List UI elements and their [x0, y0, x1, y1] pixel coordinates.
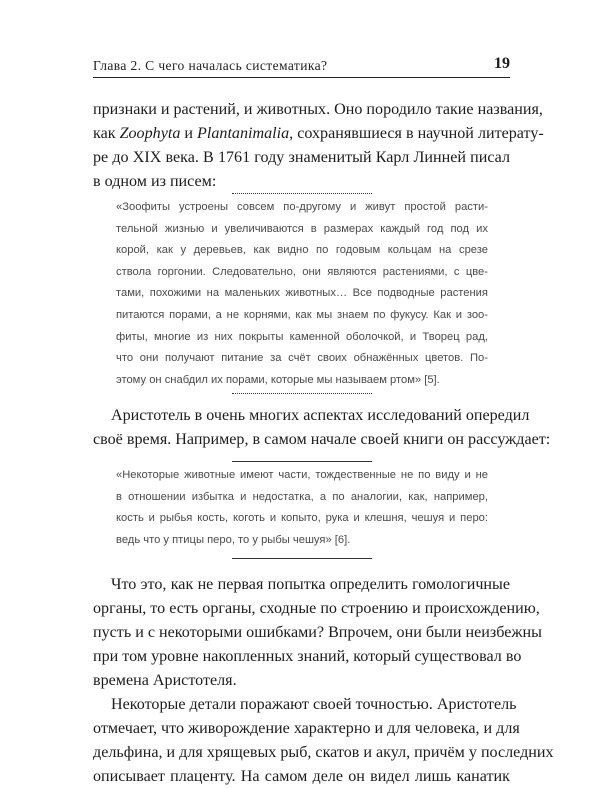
text-line: как Zoophyta и Plantanimalia, сохранявшиеся в научной литерату- — [93, 125, 544, 142]
quote-divider-top — [232, 193, 372, 194]
quote-line: ведь что у птицы перо, то у рыбы чешуя» [6]. — [116, 533, 351, 546]
text-line: отмечает, что живорождение характерно и для человека, и для — [93, 720, 520, 737]
text-line: при том уровне накопленных знаний, который существовал во — [93, 648, 522, 665]
text-line: признаки и растений, и животных. Оно породило такие названия, — [93, 101, 543, 118]
quote-line: кость и рыбья кость, коготь и копыто, рука и клешня, чешуя и перо: — [116, 512, 488, 525]
quote-line: тами, похожими на маленьких животных… Все подводные растения — [116, 287, 488, 300]
text-line: Что это, как не первая попытка определить гомологичные — [111, 576, 510, 593]
text-line: органы, то есть органы, сходные по строению и происхождению, — [93, 600, 540, 617]
quote-divider-top — [232, 461, 372, 462]
paragraph-intro — [93, 98, 544, 194]
quote-line: ствола горгонии. Следовательно, они являются растениями, с цве- — [116, 265, 488, 278]
text-line: Некоторые детали поражают своей точностью. Аристотель — [111, 696, 517, 713]
text-line: своё время. Например, в самом начале своей книги он рассуждает: — [93, 431, 551, 448]
page-number: 19 — [494, 55, 510, 72]
text-line: Аристотель в очень многих аспектах исследований опередил — [111, 407, 530, 424]
running-header — [93, 55, 510, 78]
text-line: дельфина, и для хрящевых рыб, скатов и акул, причём у последних — [93, 744, 554, 761]
paragraph-homology — [93, 573, 542, 693]
text-line: описывает плаценту. На самом деле он видел лишь канатик — [93, 768, 510, 785]
paragraph-details — [93, 693, 554, 789]
quote-line: «Некоторые животные имеют части, тождественные не по виду и не — [116, 469, 488, 481]
linnaeus-quote — [116, 197, 488, 391]
paragraph-aristotle — [93, 404, 551, 452]
quote-line: «Зоофиты устроены совсем по-другому и живут простой расти- — [116, 201, 488, 213]
text-line: пусть и с некоторыми ошибками? Впрочем, они были неизбежны — [93, 624, 542, 641]
text-line: времена Аристотеля. — [93, 672, 237, 689]
quote-line: в отношении избытка и недостатка, а по аналогии, как, например, — [116, 490, 488, 503]
quote-line: питаются порами, а не корнями, как мы знаем по фукусу. Как и зоо- — [116, 308, 488, 321]
text-line: ре до XIX века. В 1761 году знаменитый Карл Линней писал — [93, 149, 510, 166]
quote-line: корой, как у деревьев, как видно по годовым кольцам на срезе — [116, 244, 488, 257]
text-line: в одном из писем: — [93, 173, 217, 190]
quote-line: этому он снабдил их порами, которые мы называем ртом» [5]. — [116, 373, 440, 386]
quote-line: тельной жизнью и увеличиваются в размерах каждый год под их — [116, 222, 488, 235]
quote-divider-bottom — [232, 393, 372, 394]
quote-line: фиты, многие из них покрыты каменной оболочкой, и Творец рад, — [116, 330, 488, 343]
chapter-title: Глава 2. С чего началась систематика? — [93, 58, 328, 73]
quote-divider-bottom — [232, 558, 372, 559]
aristotle-quote — [116, 465, 488, 551]
quote-line: что они получают питание за счёт своих обнажённых цветов. По- — [116, 352, 488, 365]
